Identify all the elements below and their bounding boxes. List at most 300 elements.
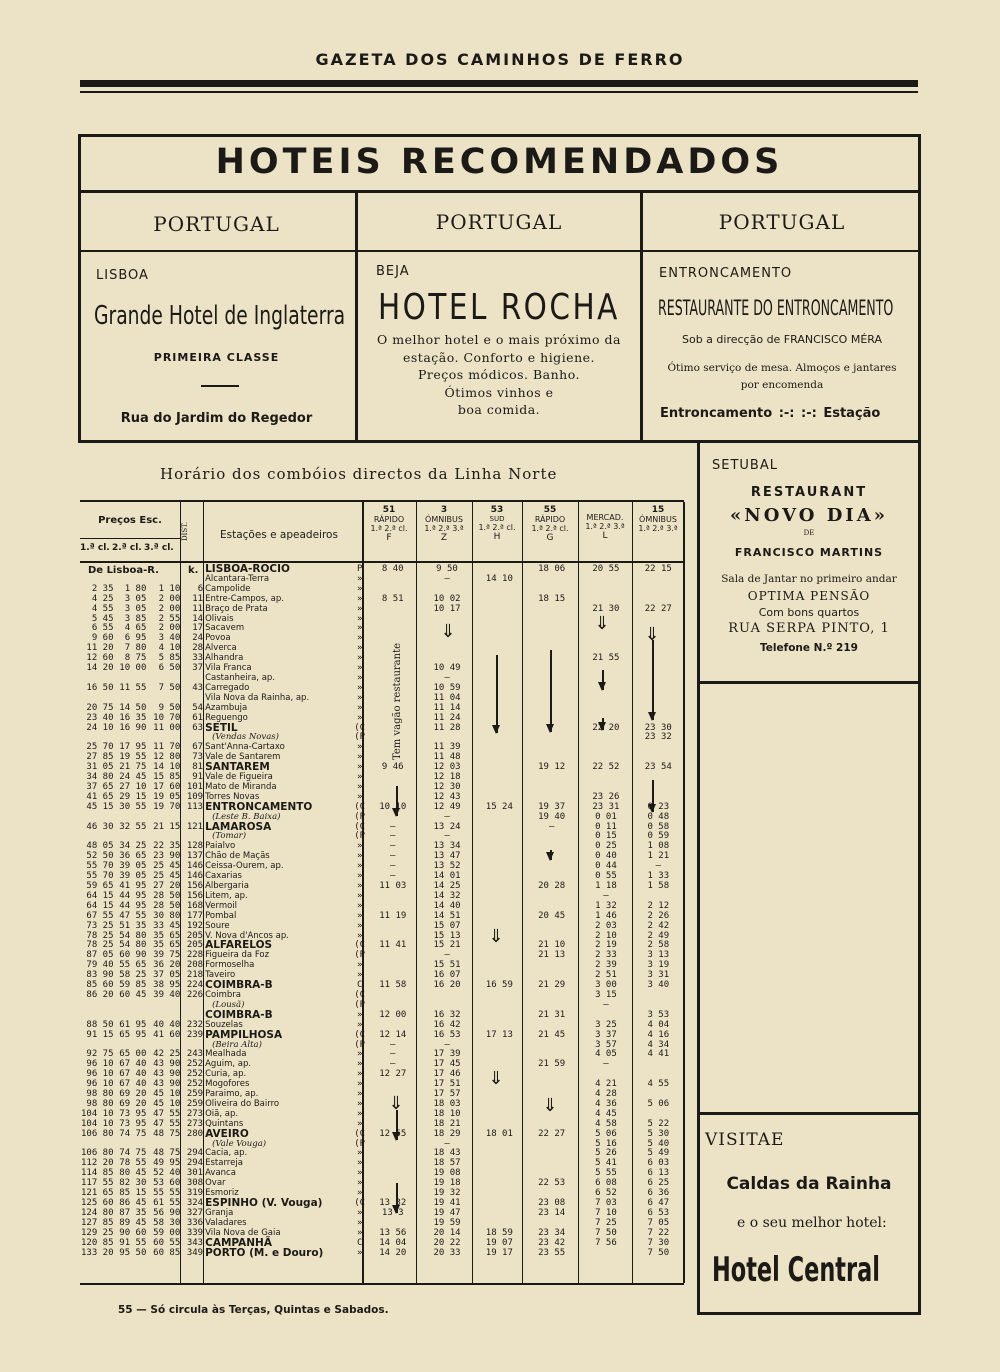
time-cell: 10 17 <box>433 603 461 614</box>
distance-cell: 28 <box>192 643 204 654</box>
table-row <box>80 1130 684 1140</box>
time-cell: 4 36 <box>595 1098 617 1109</box>
feather-arrow-icon: ⇓ <box>594 613 610 634</box>
time-cell <box>475 1140 524 1150</box>
time-cell <box>366 664 419 674</box>
price-cell: 51 35 <box>119 920 147 931</box>
price-cell: 59 65 <box>86 881 114 891</box>
time-cell <box>366 773 419 783</box>
time-cell <box>366 634 419 644</box>
station-cell: Ovar <box>205 1178 226 1189</box>
time-cell <box>475 1001 524 1011</box>
time-cell: 5 49 <box>647 1148 670 1159</box>
time-cell: 18 10 <box>433 1108 461 1119</box>
time-cell: 23 26 <box>592 791 620 802</box>
time-cell: 13 47 <box>433 851 461 862</box>
distance-cell: 228 <box>186 950 204 961</box>
distance-cell: 168 <box>186 900 204 911</box>
time-cell <box>366 1179 419 1189</box>
train-letter: G <box>546 533 554 543</box>
time-cell <box>475 892 524 902</box>
price-cell: 106 80 <box>81 1128 114 1139</box>
station-marker-cell: » <box>356 702 363 713</box>
time-cell <box>633 714 684 724</box>
time-cell: 3 31 <box>647 970 670 981</box>
time-cell: 5 22 <box>647 1118 670 1129</box>
train-letter: F <box>386 533 392 543</box>
station-cell: Pombal <box>205 910 237 921</box>
station-cell: Alverca <box>205 643 237 654</box>
price-cell: 64 15 <box>86 900 114 911</box>
time-cell: 0 48 <box>647 811 670 822</box>
time-cell: 6 52 <box>595 1188 617 1199</box>
time-cell: — <box>548 821 555 832</box>
time-cell: 10 59 <box>433 682 461 693</box>
caldas-bottom-rule <box>697 1312 921 1315</box>
time-cell <box>633 654 684 664</box>
station-cell: Quintans <box>205 1118 244 1129</box>
station-cell: COIMBRA-B <box>205 1008 273 1021</box>
price-cell: 52 40 <box>153 1168 181 1179</box>
time-cell <box>475 1060 524 1070</box>
price-cell: 16 50 <box>86 682 114 693</box>
price-cell: 7 50 <box>158 682 181 693</box>
price-cell: 21 15 <box>153 821 181 832</box>
time-cell <box>524 832 579 842</box>
time-cell <box>475 813 524 823</box>
setubal-name: «NOVO DIA» <box>730 505 888 526</box>
time-cell: 19 17 <box>485 1247 513 1258</box>
time-cell <box>633 624 684 634</box>
station-marker-cell: » <box>356 1069 363 1080</box>
time-cell <box>475 753 524 763</box>
train-letter: L <box>602 531 608 541</box>
train-num: 55 <box>543 505 557 515</box>
station-cell: Valadares <box>205 1217 247 1228</box>
price-cell: 6 50 <box>158 663 181 674</box>
time-cell: 13 24 <box>433 821 461 832</box>
distance-cell: 294 <box>186 1158 204 1169</box>
price-cell: 85 15 <box>119 1188 147 1199</box>
distance-cell: 33 <box>192 653 204 664</box>
station-marker-cell: » <box>356 663 363 674</box>
time-cell <box>633 634 684 644</box>
time-cell <box>524 694 579 704</box>
price-cell: 19 05 <box>153 791 181 802</box>
time-cell: 12 00 <box>379 1009 407 1020</box>
distance-cell: 259 <box>186 1089 204 1100</box>
time-cell <box>475 743 524 753</box>
time-cell: — <box>390 1049 396 1060</box>
price-cell: 125 60 <box>81 1198 114 1208</box>
station-marker-cell: » <box>356 1158 363 1169</box>
distance-cell: 6 <box>197 583 204 594</box>
price-cell: 104 10 <box>81 1108 114 1119</box>
distance-cell <box>181 1001 204 1011</box>
time-cell: 14 25 <box>433 881 461 891</box>
distance-cell: 156 <box>186 890 204 901</box>
price-cell: 27 85 <box>86 752 114 763</box>
station-cell: Esmoriz <box>205 1188 239 1199</box>
distance-cell: 17 <box>192 623 204 634</box>
time-cell: — <box>603 1059 609 1070</box>
time-cell: 16 32 <box>433 1009 461 1020</box>
time-cell: 6 13 <box>647 1168 670 1179</box>
price-cell: 2 35 <box>91 583 114 594</box>
time-cell <box>475 1100 524 1110</box>
table-row <box>80 803 684 813</box>
hotel3-service1: Ótimo serviço de mesa. Almoços e jantares <box>667 362 897 374</box>
price-cell: 3 05 <box>124 603 147 614</box>
time-cell <box>579 575 632 585</box>
price-cell: 25 70 <box>86 742 114 753</box>
price-cell: 42 25 <box>153 1049 181 1060</box>
price-cell: 67 40 <box>119 1069 147 1080</box>
price-cell: 67 55 <box>86 910 114 921</box>
price-cell: 96 10 <box>86 1069 114 1080</box>
price-cell: 43 90 <box>153 1059 181 1070</box>
time-cell <box>633 615 684 625</box>
price-cell: 3 85 <box>124 613 147 624</box>
price-cell: 15 85 <box>153 772 181 783</box>
price-cell: 91 15 <box>86 1029 114 1040</box>
time-cell: 11 19 <box>379 910 407 921</box>
distance-cell: 226 <box>186 989 204 1000</box>
time-cell: 6 25 <box>647 1178 670 1189</box>
time-cell <box>419 644 474 654</box>
time-cell <box>475 961 524 971</box>
station-marker-cell: » <box>356 861 363 872</box>
time-cell <box>366 714 419 724</box>
train-classes: 1.ª 2.ª cl. <box>478 523 516 532</box>
station-cell: (Leste B. Baixa) <box>212 811 281 822</box>
table-row <box>80 684 684 694</box>
time-cell <box>475 585 524 595</box>
hotels-country-rule-3 <box>643 250 921 252</box>
price-cell <box>147 1001 181 1011</box>
price-cell: 10 00 <box>119 663 147 674</box>
price-cell: 7 80 <box>124 643 147 654</box>
station-cell: Mato de Miranda <box>205 781 277 792</box>
station-cell: Alcantara-Terra <box>205 573 270 584</box>
station-marker-cell: » <box>356 841 363 852</box>
station-cell: Caxarias <box>205 871 242 882</box>
time-cell: 20 45 <box>538 910 566 921</box>
time-cell: 0 25 <box>595 841 617 852</box>
station-cell: Olivais <box>205 613 234 624</box>
price-cell: 79 40 <box>86 960 114 971</box>
time-cell: 7 05 <box>647 1217 670 1228</box>
time-cell: 1 58 <box>647 881 670 891</box>
time-cell <box>524 674 579 684</box>
time-cell <box>475 1209 524 1219</box>
time-cell <box>366 624 419 634</box>
time-cell: 17 46 <box>433 1069 461 1080</box>
time-cell: 1 33 <box>647 871 670 882</box>
time-cell <box>524 743 579 753</box>
distance-cell <box>181 565 204 575</box>
price-cell: 31 05 <box>86 762 114 773</box>
time-cell <box>475 615 524 625</box>
time-cell: 14 10 <box>485 573 513 584</box>
price-cell: 60 90 <box>119 950 147 961</box>
station-marker-cell: » <box>356 742 363 753</box>
time-cell <box>524 733 579 743</box>
time-cell: 5 40 <box>647 1138 670 1149</box>
train-kind: RÁPIDO <box>534 515 566 524</box>
hotels-title-rule <box>78 190 921 193</box>
station-marker-cell: » <box>356 573 363 584</box>
price-cell <box>115 1001 148 1011</box>
station-marker-cell: » <box>356 910 363 921</box>
time-cell: 15 51 <box>433 960 461 971</box>
time-cell: 11 24 <box>433 712 461 723</box>
table-row <box>80 724 684 734</box>
time-cell: 3 53 <box>647 1009 670 1020</box>
time-cell: 0 23 <box>647 801 670 812</box>
station-cell: LAMAROSA <box>205 820 272 833</box>
time-cell <box>475 932 524 942</box>
price-cell: 2 55 <box>158 613 181 624</box>
station-marker-cell: C <box>356 980 363 991</box>
distance-cell: 280 <box>186 1128 204 1139</box>
distance-cell: 192 <box>186 920 204 931</box>
price-cell: 86 20 <box>86 989 114 1000</box>
price-cell: 106 80 <box>81 1148 114 1159</box>
time-cell: 3 57 <box>595 1039 617 1050</box>
distance-cell: 259 <box>186 1098 204 1109</box>
time-cell: — <box>390 871 396 882</box>
time-cell: 10 49 <box>433 663 461 674</box>
time-cell: 2 26 <box>647 910 670 921</box>
time-cell <box>366 1140 419 1150</box>
price-cell: 69 20 <box>119 1089 147 1100</box>
station-cell: AVEIRO <box>205 1127 249 1140</box>
time-cell <box>475 704 524 714</box>
station-marker-cell: (C <box>354 989 366 1000</box>
time-cell <box>366 704 419 714</box>
distance-cell: 63 <box>192 722 204 733</box>
time-cell: 11 41 <box>379 940 407 951</box>
time-cell <box>524 664 579 674</box>
station-cell: Taveiro <box>205 970 236 981</box>
time-cell <box>475 714 524 724</box>
time-cell <box>579 585 632 595</box>
price-cell: 58 25 <box>119 970 147 981</box>
price-cell: 24 10 <box>86 722 114 733</box>
time-cell: 6 36 <box>647 1188 670 1199</box>
station-cell: Oliveira do Bairro <box>205 1098 280 1109</box>
train-classes: 1.ª 2.ª 3.ª <box>585 522 625 531</box>
time-cell: — <box>390 1059 396 1070</box>
distance-cell: 243 <box>186 1049 204 1060</box>
time-cell: 17 57 <box>433 1089 461 1100</box>
price-cell <box>115 565 148 575</box>
price-cell: 30 80 <box>153 910 181 921</box>
station-cell: Campolide <box>205 583 251 594</box>
distance-cell: 205 <box>186 930 204 941</box>
price-cell: 1 10 <box>158 583 181 594</box>
station-cell: Soure <box>205 920 230 931</box>
price-cell: 11 20 <box>86 643 114 654</box>
time-cell: 21 13 <box>538 950 566 961</box>
distance-cell: 349 <box>186 1247 204 1258</box>
time-cell: 6 03 <box>647 1158 670 1169</box>
time-cell: 8 40 <box>381 564 404 574</box>
time-cell <box>633 674 684 684</box>
time-cell: 21 31 <box>538 1009 566 1020</box>
station-cell: ENTRONCAMENTO <box>205 800 313 813</box>
station-marker-cell: » <box>356 1217 363 1228</box>
price-cell: 89 45 <box>119 1217 147 1228</box>
time-cell <box>524 724 579 734</box>
price-cell: 46 30 <box>86 821 114 832</box>
time-cell <box>524 704 579 714</box>
time-cell: 17 13 <box>485 1029 513 1040</box>
station-marker-cell: » <box>356 1098 363 1109</box>
price-cell: 56 90 <box>153 1207 181 1218</box>
price-cell: 53 60 <box>153 1178 181 1189</box>
time-cell <box>633 575 684 585</box>
time-cell <box>419 634 474 644</box>
setubal-restaurant: RESTAURANT <box>750 485 868 500</box>
distance-cell: 24 <box>192 633 204 644</box>
time-cell <box>524 852 579 862</box>
station-cell: COIMBRA-B <box>205 979 273 992</box>
time-cell <box>475 872 524 882</box>
price-cell: 87 05 <box>86 950 114 961</box>
price-cell: 92 75 <box>86 1049 114 1060</box>
time-cell: 5 41 <box>595 1158 617 1169</box>
time-cell <box>633 684 684 694</box>
price-cell: 45 10 <box>153 1089 181 1100</box>
time-cell <box>524 714 579 724</box>
time-cell <box>366 991 419 1001</box>
time-cell: 2 33 <box>595 950 617 961</box>
time-cell <box>579 684 632 694</box>
price-cell: 67 40 <box>119 1059 147 1070</box>
price-cell: 124 80 <box>81 1207 114 1218</box>
table-row <box>80 664 684 674</box>
station-cell: Alhandra <box>205 653 244 664</box>
price-cell: 82 30 <box>119 1178 147 1189</box>
time-cell: — <box>390 831 396 842</box>
station-marker-cell: » <box>356 1059 363 1070</box>
price-cell: 59 85 <box>119 980 147 991</box>
price-cell: 74 75 <box>119 1148 147 1159</box>
time-cell: 3 25 <box>595 1019 617 1030</box>
station-cell: Entre-Campos, ap. <box>205 593 284 604</box>
time-cell <box>633 743 684 753</box>
price-cell: 41 95 <box>119 881 147 891</box>
distance-cell: 232 <box>186 1019 204 1030</box>
feather-arrow-icon: ⇓ <box>388 1093 404 1114</box>
distance-cell: 113 <box>186 801 204 812</box>
time-cell <box>475 624 524 634</box>
price-cell: 33 45 <box>153 920 181 931</box>
station-cell: LISBOA-ROCIO <box>205 563 290 575</box>
price-cell: 17 95 <box>119 742 147 753</box>
distance-cell: 109 <box>186 791 204 802</box>
price-cell: 24 45 <box>119 772 147 783</box>
time-cell <box>524 634 579 644</box>
time-cell: 20 33 <box>433 1247 461 1258</box>
hotel3-country: PORTUGAL <box>718 210 846 234</box>
time-cell: 6 47 <box>647 1198 670 1208</box>
price-cell: 37 05 <box>153 970 181 981</box>
station-cell: Sant'Anna-Cartaxo <box>205 742 285 753</box>
time-cell: 1 08 <box>647 841 670 852</box>
time-cell: 9 46 <box>381 762 404 773</box>
header-rule-thick <box>80 80 918 87</box>
time-cell <box>475 1149 524 1159</box>
time-cell: 18 57 <box>433 1158 461 1169</box>
station-cell: SANTAREM <box>205 761 270 774</box>
time-cell <box>366 783 419 793</box>
time-cell: 9 50 <box>436 564 458 574</box>
distance-cell: 208 <box>186 960 204 971</box>
time-cell: — <box>444 573 450 584</box>
timetable-title: Horário dos combóios directos da Linha Norte <box>160 465 558 483</box>
station-marker-cell: » <box>356 712 363 723</box>
time-cell: 14 01 <box>433 871 461 882</box>
station-cell: (Beira Alta) <box>212 1039 262 1050</box>
time-cell: 4 41 <box>647 1049 670 1060</box>
price-cell: 44 95 <box>119 900 147 911</box>
time-cell <box>524 892 579 902</box>
time-cell <box>524 1041 579 1051</box>
time-cell: 18 01 <box>485 1128 513 1139</box>
station-marker-cell: » <box>356 1079 363 1090</box>
time-cell <box>366 724 419 734</box>
price-cell: 80 45 <box>119 1168 147 1179</box>
time-cell <box>475 991 524 1001</box>
time-cell: 3 40 <box>647 980 670 991</box>
time-cell: — <box>444 672 450 683</box>
table-row <box>80 1031 684 1041</box>
time-cell <box>524 961 579 971</box>
station-cell: Braço de Prata <box>205 603 268 614</box>
time-cell <box>475 763 524 773</box>
station-marker-cell: » <box>356 633 363 644</box>
station-marker-cell: » <box>356 593 363 604</box>
time-cell <box>366 694 419 704</box>
train-kind: RÁPIDO <box>373 515 405 524</box>
price-cell: 86 45 <box>119 1198 147 1208</box>
time-cell <box>366 654 419 664</box>
time-cell: 21 59 <box>538 1059 566 1070</box>
train-num: 15 <box>651 505 665 515</box>
time-cell <box>579 1249 632 1259</box>
price-cell: 16 90 <box>119 722 147 733</box>
station-cell: Souzelas <box>205 1019 243 1030</box>
hotel2-desc-line: boa comida. <box>457 402 541 417</box>
train-classes: 1.ª 2.ª cl. <box>531 524 569 533</box>
station-marker-cell: » <box>356 920 363 931</box>
train-num: 51 <box>382 505 396 515</box>
price-cell: 88 50 <box>86 1019 114 1030</box>
distance-cell: 11 <box>192 593 204 604</box>
k-label: k. <box>188 565 199 576</box>
time-cell <box>579 624 632 634</box>
price-cell: 37 65 <box>86 781 114 792</box>
price-cell: 19 55 <box>119 752 147 763</box>
time-cell <box>524 862 579 872</box>
station-cell: CAMPANHÃ <box>205 1236 272 1249</box>
price-cell: 60 45 <box>119 989 147 1000</box>
station-cell: Torres Novas <box>205 791 260 802</box>
station-marker-cell: » <box>356 970 363 981</box>
